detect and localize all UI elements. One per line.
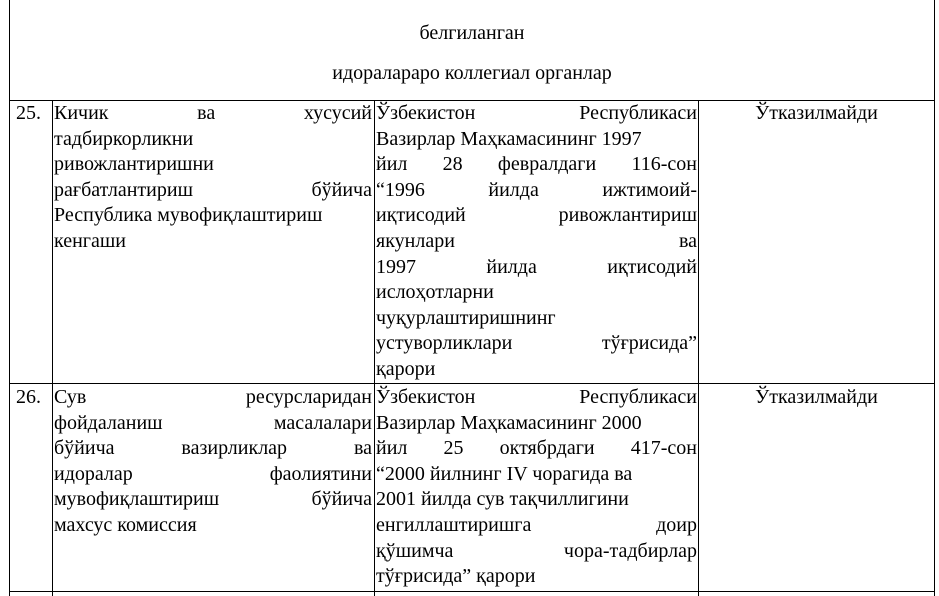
body-name-line: Сув ресурсларидан <box>54 386 372 408</box>
row-divider <box>9 383 935 384</box>
legal-basis-line: енгиллаштиришга доир <box>376 513 697 536</box>
legal-basis-line: 1997 йилда иқтисодий <box>376 255 697 278</box>
body-name-line: рағбатлантириш бўйича <box>54 178 372 201</box>
body-name-line: мувофиқлаштириш бўйича <box>54 488 372 511</box>
legal-basis-line: устуворликлари тўғрисида” <box>376 332 697 355</box>
row-divider <box>9 591 935 592</box>
table-border-left <box>9 0 10 596</box>
body-name-line: тадбиркорликни <box>54 127 194 150</box>
legal-basis-line: 2001 йилда сув тақчиллигини <box>376 488 629 511</box>
body-name-line: бўйича вазирликлар ва <box>54 437 372 460</box>
legal-basis-line: “2000 йилнинг IV чорагида ва <box>376 462 633 485</box>
column-divider <box>698 100 699 596</box>
legal-basis-line: йил 28 февралдаги 116-сон <box>376 153 697 176</box>
legal-basis-line: Ўзбекистон Республикаси <box>376 386 697 408</box>
table-border-right <box>934 0 935 596</box>
legal-basis-line: чуқурлаштиришнинг <box>376 306 556 329</box>
body-name-line: Кичик ва хусусий <box>54 102 372 124</box>
body-name-cell <box>54 101 372 255</box>
body-name-line: махсус комиссия <box>54 513 197 536</box>
legal-basis-line: йил 25 октябрдаги 417-сон <box>376 437 697 460</box>
legal-basis-line: қўшимча чора-тадбирлар <box>376 539 697 562</box>
table-header-cell <box>10 0 934 100</box>
legal-basis-line: якунлари ва <box>376 229 697 252</box>
status-cell: Ўтказилмайди <box>755 386 878 408</box>
row-number: 26. <box>16 386 41 408</box>
legal-basis-line: Вазирлар Маҳкамасининг 1997 <box>376 127 642 150</box>
legal-basis-line: қарори <box>376 357 436 380</box>
status-cell: Ўтказилмайди <box>755 102 878 124</box>
legal-basis-line: “1996 йилда ижтимоий- <box>376 178 697 201</box>
header-line-2: идоралараро коллегиал органлар <box>332 62 612 84</box>
row-number: 25. <box>16 102 41 124</box>
legal-basis-line: Ўзбекистон Республикаси <box>376 102 697 124</box>
body-name-line: идоралар фаолиятини <box>54 462 372 485</box>
legal-basis-cell <box>376 101 697 383</box>
column-divider <box>374 100 375 596</box>
body-name-cell <box>54 385 372 539</box>
legal-basis-cell <box>376 385 697 590</box>
column-divider <box>52 100 53 596</box>
body-name-line: Республика мувофиқлаштириш <box>54 204 323 227</box>
legal-basis-line: ислоҳотларни <box>376 281 494 304</box>
legal-basis-line: тўғрисида” қарори <box>376 565 536 588</box>
body-name-line: кенгаши <box>54 229 126 252</box>
body-name-line: ривожлантиришни <box>54 153 214 176</box>
legal-basis-line: иқтисодий ривожлантириш <box>376 204 697 227</box>
legal-basis-line: Вазирлар Маҳкамасининг 2000 <box>376 411 642 434</box>
body-name-line: фойдаланиш масалалари <box>54 411 372 434</box>
header-line-1: белгиланган <box>419 22 525 44</box>
